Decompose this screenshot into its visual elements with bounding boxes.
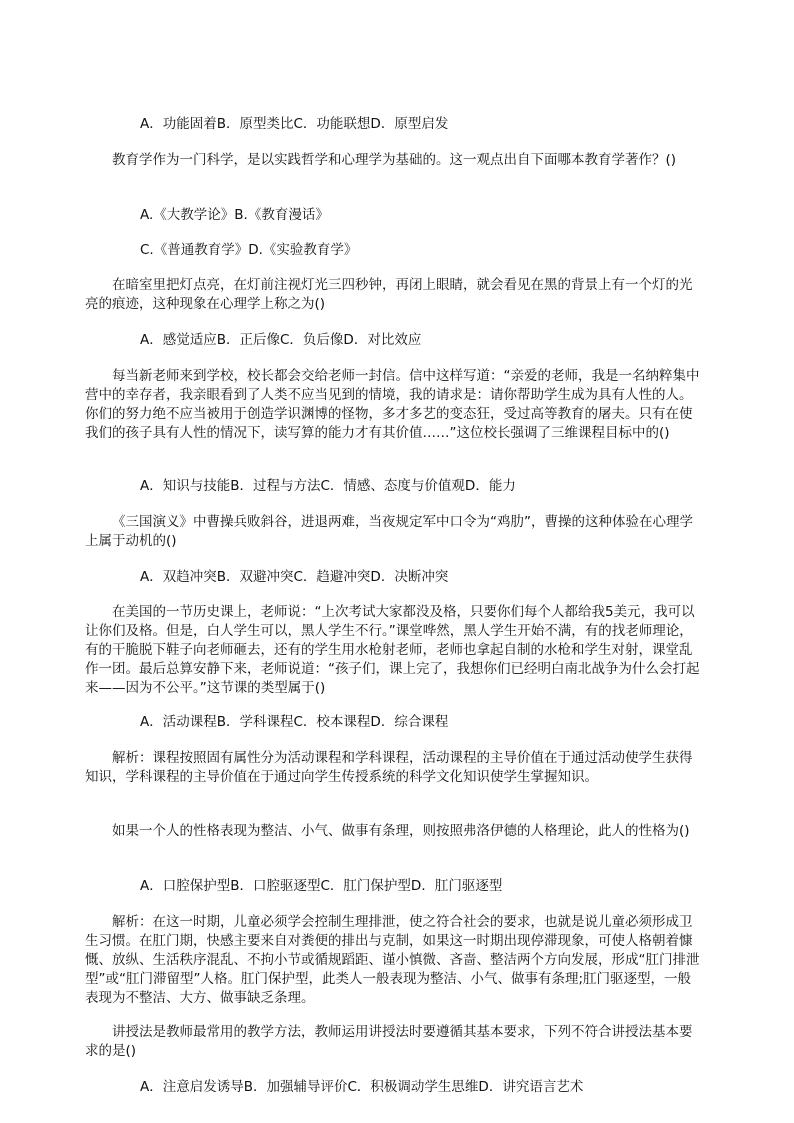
options-line: A．感觉适应B．正后像C．负后像D．对比效应 [140, 332, 422, 348]
analysis-paragraph: 解析：在这一时期，儿童必须学会控制生理排泄，使之符合社会的要求，也就是说儿童必须形成卫生习惯。在肛门期，快感主要来自对粪便的排出与克制，如果这一时期出现停滞现象，可使人格朝着慷慨、放纵、生活秩序混乱、不拘小节或循规蹈距、谨小慎微、吝啬、整洁两个方向发展，形成“肛门排泄型”或“肛门滞留型”人格。肛门保护型，此类人一般表现为整洁、小气、做事有条理;肛门驱逐型，一般表现为不整洁、大方、做事缺乏条理。 [85, 914, 700, 1006]
question-paragraph: 如果一个人的性格表现为整洁、小气、做事有条理，则按照弗洛伊德的人格理论，此人的性格为() [112, 823, 690, 839]
question-paragraph: 教育学作为一门科学，是以实践哲学和心理学为基础的。这一观点出自下面哪本教育学著作？() [112, 152, 677, 168]
options-line: A．活动课程B．学科课程C．校本课程D．综合课程 [140, 714, 449, 730]
options-line: A．注意启发诱导B．加强辅导评价C．积极调动学生思维D．讲究语言艺术 [140, 1079, 584, 1095]
options-line: A．知识与技能B．过程与方法C．情感、态度与价值观D．能力 [140, 478, 516, 494]
question-paragraph: 《三国演义》中曹操兵败斜谷，进退两难，当夜规定军中口令为“鸡肋”，曹操的这种体验在心理学上属于动机的() [85, 514, 693, 549]
options-line: C.《普通教育学》D.《实验教育学》 [140, 242, 358, 258]
question-paragraph: 讲授法是教师最常用的教学方法，教师运用讲授法时要遵循其基本要求，下列不符合讲授法基本要求的是() [85, 1024, 693, 1059]
question-paragraph: 在美国的一节历史课上，老师说：“上次考试大家都没及格，只要你们每个人都给我5美元，我可以让你们及格。但是，白人学生可以，黑人学生不行。”课堂哗然，黑人学生开始不满，有的找老师理论，有的干脆脱下鞋子向老师砸去，还有的学生用水枪射老师，老师也拿起自制的水枪和学生对射，课堂乱作一团。最后总算安静下来，老师说道：“孩子们，课上完了，我想你们已经明白南北战争为什么会打起来——因为不公平。”这节课的类型属于() [85, 604, 700, 696]
options-line: A．功能固着B．原型类比C．功能联想D．原型启发 [140, 116, 449, 132]
options-line: A．口腔保护型B．口腔驱逐型C．肛门保护型D．肛门驱逐型 [140, 878, 503, 894]
question-paragraph: 在暗室里把灯点亮，在灯前注视灯光三四秒钟，再闭上眼睛，就会看见在黑的背景上有一个灯的光亮的痕迹，这种现象在心理学上称之为() [85, 277, 693, 312]
options-line: A．双趋冲突B．双避冲突C．趋避冲突D．决断冲突 [140, 569, 449, 585]
options-line: A.《大教学论》B.《教育漫话》 [140, 207, 329, 223]
question-paragraph: 每当新老师来到学校，校长都会交给老师一封信。信中这样写道：“亲爱的老师，我是一名纳粹集中营中的幸存者，我亲眼看到了人类不应当见到的情境，我的请求是：请你帮助学生成为具有人性的人。你们的努力绝不应当被用于创造学识渊博的怪物，多才多艺的变态狂，受过高等教育的屠夫。只有在使我们的孩子具有人性的情况下，读写算的能力才有其价值……”这位校长强调了三维课程目标中的() [85, 368, 700, 441]
analysis-paragraph: 解析：课程按照固有属性分为活动课程和学科课程，活动课程的主导价值在于通过活动使学生获得知识，学科课程的主导价值在于通过向学生传授系统的科学文化知识使学生掌握知识。 [85, 750, 693, 785]
